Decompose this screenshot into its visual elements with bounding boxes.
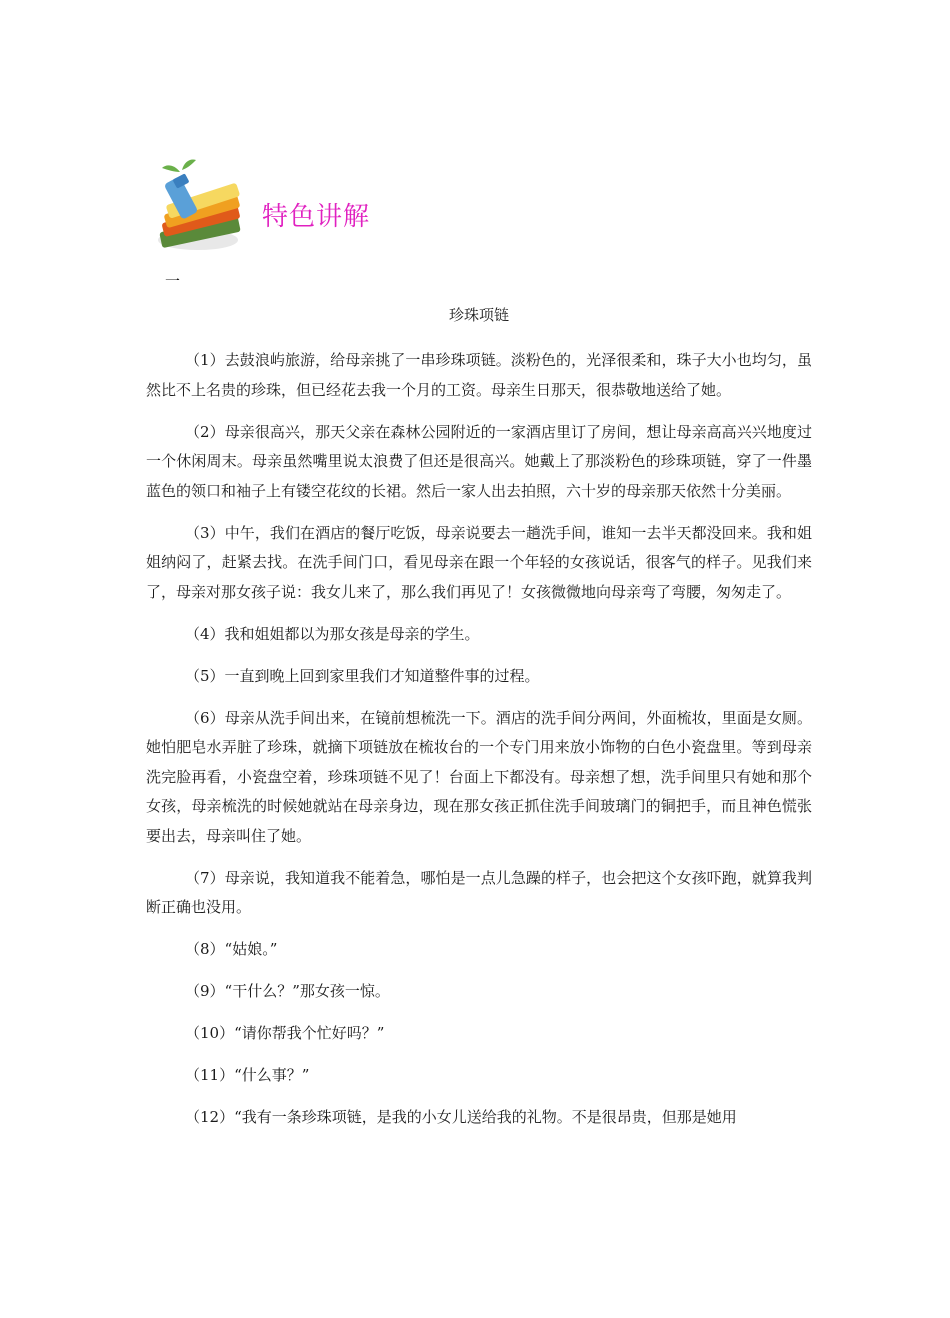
page-title: 特色讲解: [262, 202, 371, 232]
paragraph: （11）“什么事？”: [185, 1066, 310, 1084]
paragraph: （7）母亲说，我知道我不能着急，哪怕是一点儿急躁的样子，也会把这个女孩吓跑，就算我判断正确也没用。: [146, 868, 812, 916]
paragraph: （8）“姑娘。”: [185, 940, 278, 958]
paragraph: （3）中午，我们在酒店的餐厅吃饭，母亲说要去一趟洗手间，谁知一去半天都没回来。我和姐姐纳闷了，赶紧去找。在洗手间门口，看见母亲在跟一个年轻的女孩说话，很客气的样子。见我们来了，母亲对那女孩子说：我女儿来了，那么我们再见了！女孩微微地向母亲弯了弯腰，匆匆走了。: [146, 523, 812, 601]
paragraph: （4）我和姐姐都以为那女孩是母亲的学生。: [185, 624, 480, 643]
paragraph: （5）一直到晚上回到家里我们才知道整件事的过程。: [185, 666, 540, 685]
books-with-pencil-icon: [150, 158, 246, 254]
paragraph: （2）母亲很高兴，那天父亲在森林公园附近的一家酒店里订了房间，想让母亲高高兴兴地度过一个休闲周末。母亲虽然嘴里说太浪费了但还是很高兴。她戴上了那淡粉色的珍珠项链，穿了一件墨蓝色的领口和袖子上有镂空花纹的长裙。然后一家人出去拍照，六十岁的母亲那天依然十分美丽。: [146, 422, 812, 500]
paragraph: （6）母亲从洗手间出来，在镜前想梳洗一下。酒店的洗手间分两间，外面梳妆，里面是女厕。她怕肥皂水弄脏了珍珠，就摘下项链放在梳妆台的一个专门用来放小饰物的白色小瓷盘里。等到母亲洗完脸再看，小瓷盘空着，珍珠项链不见了！台面上下都没有。母亲想了想，洗手间里只有她和那个女孩，母亲梳洗的时候她就站在母亲身边，现在那女孩正抓住洗手间玻璃门的铜把手，而且神色慌张要出去，母亲叫住了她。: [146, 708, 812, 845]
paragraph: （12）“我有一条珍珠项链，是我的小女儿送给我的礼物。不是很昂贵，但那是她用: [185, 1108, 737, 1126]
paragraph: （1）去鼓浪屿旅游，给母亲挑了一串珍珠项链。淡粉色的，光泽很柔和，珠子大小也均匀，虽然比不上名贵的珍珠，但已经花去我一个月的工资。母亲生日那天，很恭敬地送给了她。: [146, 351, 812, 399]
paragraph: （9）“干什么？”那女孩一惊。: [185, 982, 390, 1000]
paragraph: （10）“请你帮我个忙好吗？”: [185, 1024, 385, 1042]
article-title: 珍珠项链: [448, 306, 509, 324]
article: [146, 298, 812, 1145]
section-number: 一: [165, 272, 181, 290]
